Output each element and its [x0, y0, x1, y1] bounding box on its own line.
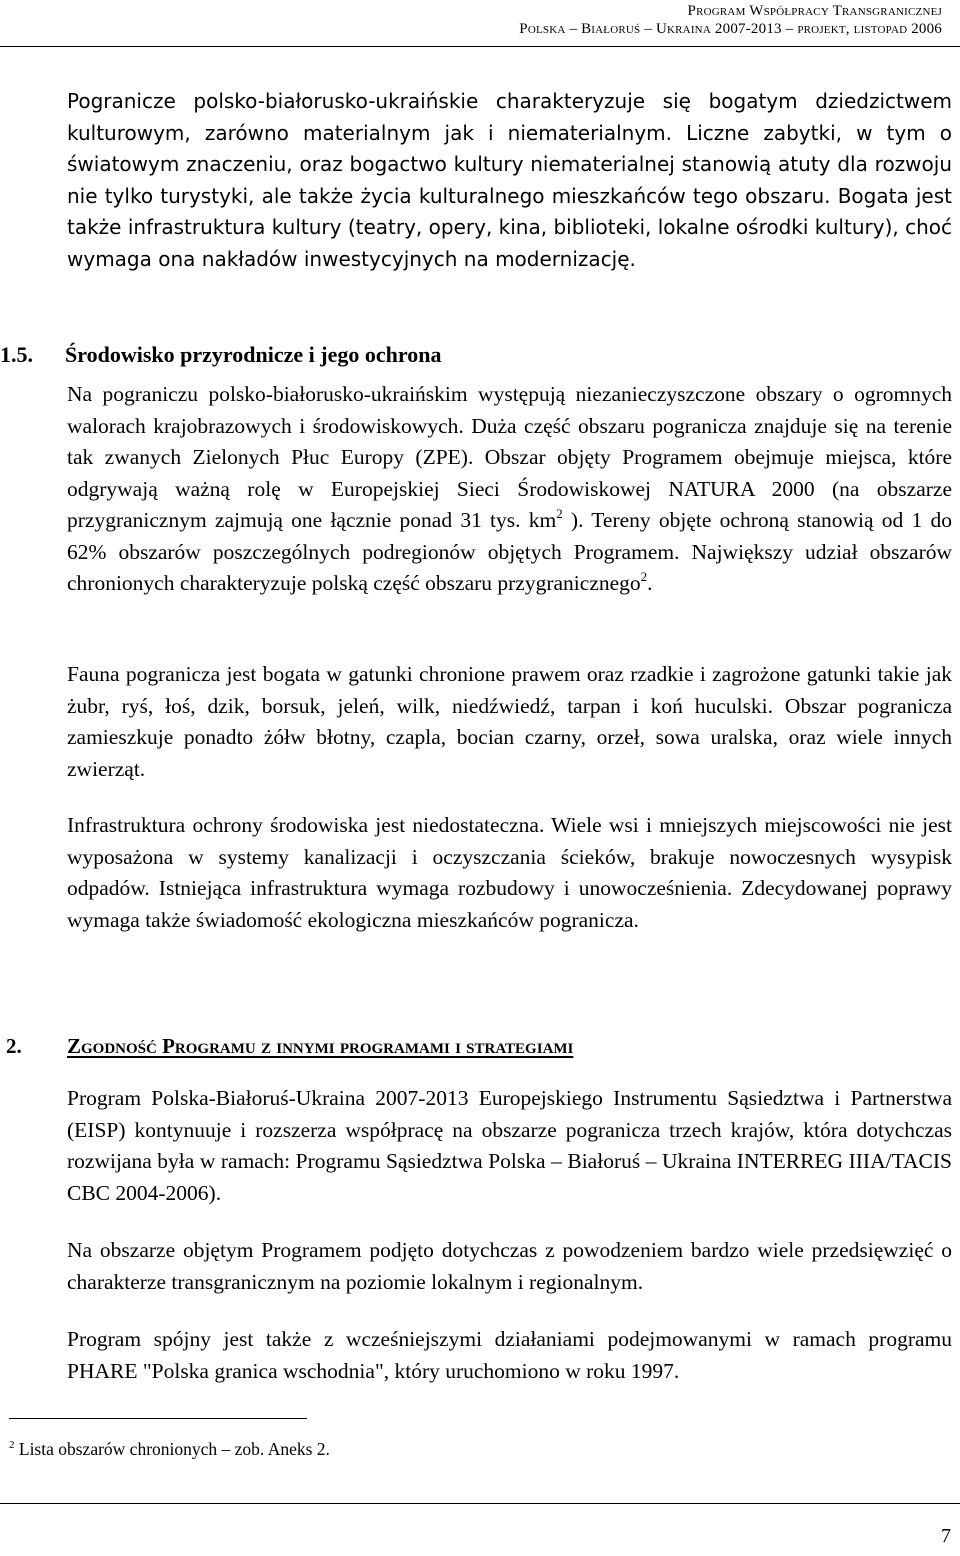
footnote-separator: [9, 1418, 307, 1419]
footnote: [9, 1434, 330, 1460]
chapter-number: 2.: [6, 1034, 22, 1058]
section-number: 1.5.: [0, 342, 33, 367]
page-number: 7: [941, 1525, 951, 1547]
section-paragraph-1: [67, 379, 952, 600]
section-paragraph-3: Infrastruktura ochrony środowiska jest niedostateczna. Wiele wsi i mniejszych miejscowości nie jest wyposażona w systemy kanalizacji i oczyszczania ścieków, brakuje nowoczesnych wysypisk odpadów. Istniejąca infrastruktura wymaga rozbudowy i unowocześnienia. Zdecydowanej poprawy wymaga także świadomość ekologiczna mieszkańców pogranicza.: [67, 813, 952, 932]
chapter-paragraph-2: Na obszarze objętym Programem podjęto dotychczas z powodzeniem bardzo wiele przedsięwzięć o charakterze transgranicznym na poziomie lokalnym i regionalnym.: [67, 1238, 952, 1294]
intro-paragraph: Pogranicze polsko-białorusko-ukraińskie charakteryzuje się bogatym dziedzictwem kulturowym, zarówno materialnym jak i niematerialnym. Liczne zabytki, w tym o światowym znaczeniu, oraz bogactwo kultury niematerialnej stanowią atuty dla rozwoju nie tylko turystyki, ale także życia kulturalnego mieszkańców tego obszaru. Bogata jest także infrastruktura kultury (teatry, opery, kina, biblioteki, lokalne ośrodki kultury), choć wymaga ona nakładów inwestycyjnych na modernizację.: [67, 89, 952, 271]
paragraph-text: Na pograniczu polsko-białorusko-ukraińskim występują niezanieczyszczone obszary o ogromnych walorach krajobrazowych i środowiskowych. Duża część obszaru pogranicza znajduje się na terenie tak zwanych Zielonych Płuc Europy (ZPE). Obszar objęty Programem obejmuje miejsca, które odgrywają ważną rolę w Europejskiej Sieci Środowiskowej NATURA 2000 (na obszarze przygranicznym zajmują one łącznie ponad 31 tys. km: [67, 382, 952, 532]
footer-rule: [0, 1503, 960, 1504]
header-rule: [0, 46, 960, 47]
chapter-paragraph-1: Program Polska-Białoruś-Ukraina 2007-2013 Europejskiego Instrumentu Sąsiedztwa i Partnerstwa (EISP) kontynuuje i rozszerza współpracę na obszarze pogranicza trzech krajów, która dotychczas rozwijana była w ramach: Programu Sąsiedztwa Polska – Białoruś – Ukraina INTERREG IIIA/TACIS CBC 2004-2006).: [67, 1086, 952, 1205]
header-line-1: Program Współpracy Transgranicznej: [687, 3, 942, 19]
chapter-title: Zgodność Programu z innymi programami i strategiami: [67, 1034, 574, 1058]
section-paragraph-2: Fauna pogranicza jest bogata w gatunki chronione prawem oraz rzadkie i zagrożone gatunki takie jak żubr, ryś, łoś, dzik, borsuk, jeleń, wilk, niedźwiedź, tarpan i koń huculski. Obszar pogranicza zamieszkuje ponadto żółw błotny, czapla, bocian czarny, orzeł, sowa uralska, oraz wiele innych zwierząt.: [67, 662, 952, 781]
paragraph-text: .: [647, 571, 653, 595]
running-header: [519, 2, 942, 38]
section-heading: [0, 340, 442, 370]
chapter-paragraph-3: Program spójny jest także z wcześniejszymi działaniami podejmowanymi w ramach programu PHARE "Polska granica wschodnia", który uruchomiono w roku 1997.: [67, 1327, 952, 1383]
footnote-text: Lista obszarów chronionych – zob. Aneks 2.: [14, 1439, 330, 1459]
header-line-2: Polska – Białoruś – Ukraina 2007-2013 – projekt, listopad 2006: [519, 21, 942, 37]
footnote-reference[interactable]: 2: [640, 569, 648, 584]
paragraph-text: ). Tereny objęte ochroną stanowią od 1 do 62% obszarów poszczególnych podregionów objętych Programem. Największy udział obszarów chronionych charakteryzuje polską część obszaru przygranicznego: [67, 508, 952, 595]
superscript-square: 2: [556, 506, 563, 521]
footnote-marker: 2: [9, 1439, 15, 1451]
section-title: Środowisko przyrodnicze i jego ochrona: [65, 342, 442, 367]
